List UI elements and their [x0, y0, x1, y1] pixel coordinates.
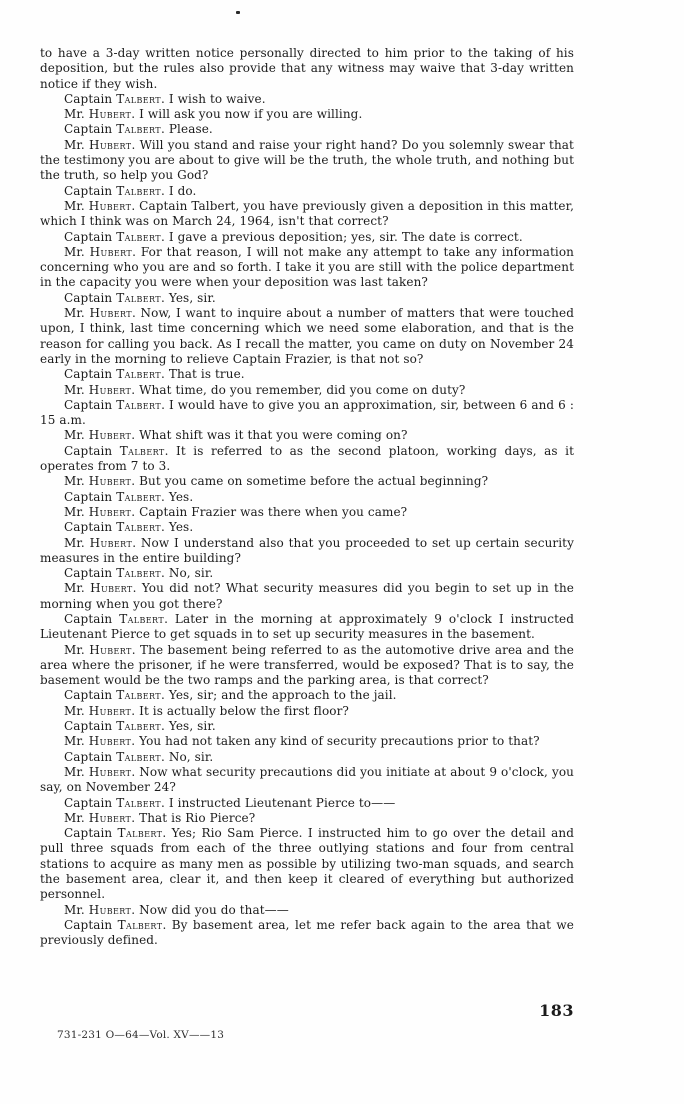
transcript-paragraph: Mr. Hubert. You had not taken any kind of security precautions prior to that?: [64, 734, 540, 749]
speaker-label: Captain Talbert.: [64, 397, 169, 412]
speaker-label: Captain Talbert.: [64, 91, 169, 106]
speaker-name: Hubert: [88, 382, 132, 397]
speaker-label: Captain Talbert.: [64, 795, 169, 810]
speaker-label: Captain Talbert.: [64, 566, 169, 581]
speaker-name: Talbert: [116, 566, 162, 581]
speaker-label: Captain Talbert.: [64, 367, 169, 382]
speaker-name: Talbert: [117, 826, 163, 841]
transcript-paragraph: Mr. Hubert. But you came on sometime before the actual beginning?: [64, 474, 489, 489]
transcript-paragraph: Mr. Hubert. The basement being referred to as the automotive drive area and the area where the prisoner, if he were transferred, would be exposed? That is to say, the basement would be the two ramps and the parking area, is that correct?: [40, 642, 574, 688]
speaker-name: Hubert: [88, 734, 132, 749]
transcript-body: [40, 46, 574, 949]
speaker-name: Talbert: [116, 91, 162, 106]
speaker-name: Hubert: [88, 198, 132, 213]
speaker-name: Hubert: [89, 306, 132, 321]
transcript-paragraph: Mr. Hubert. What time, do you remember, did you come on duty?: [64, 382, 466, 397]
transcript-paragraph: Captain Talbert. Yes; Rio Sam Pierce. I instructed him to go over the detail and pull three squads from each of the three outlying stations and four from central stations to acquire as many men as possible by utilizing two-man squads, and search the basement area, clear it, and then keep it cleared of everything but authorized personnel.: [40, 826, 574, 902]
speaker-label: Mr. Hubert.: [64, 703, 140, 718]
speaker-label: Mr. Hubert.: [64, 198, 140, 213]
transcript-paragraph: Captain Talbert. Please.: [64, 122, 213, 137]
transcript-paragraph: Captain Talbert. I do.: [64, 183, 197, 198]
speaker-name: Hubert: [89, 535, 133, 550]
transcript-paragraph: Captain Talbert. No, sir.: [64, 566, 214, 581]
speaker-name: Talbert: [116, 229, 162, 244]
transcript-paragraph: Mr. Hubert. Will you stand and raise your right hand? Do you solemnly swear that the testimony you are about to give will be the truth, the whole truth, and nothing but the truth, so help you God?: [40, 137, 574, 183]
print-footer-note: 731-231 O—64—Vol. XV——13: [57, 1029, 225, 1041]
speaker-name: Hubert: [88, 810, 132, 825]
transcript-paragraph: Captain Talbert. It is referred to as the second platoon, working days, as it operates from 7 to 3.: [40, 443, 574, 474]
speaker-name: Talbert: [116, 397, 162, 412]
speaker-label: Captain Talbert.: [64, 719, 169, 734]
speaker-name: Talbert: [116, 520, 162, 535]
speaker-label: Mr. Hubert.: [64, 107, 140, 122]
speaker-label: Captain Talbert.: [64, 443, 177, 458]
transcript-paragraph: Captain Talbert. Yes, sir.: [64, 719, 216, 734]
speaker-label: Mr. Hubert.: [64, 810, 140, 825]
speaker-name: Talbert: [116, 719, 162, 734]
speaker-label: Mr. Hubert.: [64, 382, 140, 397]
speaker-label: Mr. Hubert.: [64, 244, 141, 259]
speaker-name: Talbert: [119, 611, 165, 626]
transcript-paragraph: Mr. Hubert. Now I understand also that you proceeded to set up certain security measures in the entire building?: [40, 535, 574, 565]
speaker-name: Hubert: [88, 428, 132, 443]
transcript-paragraph: Mr. Hubert. That is Rio Pierce?: [64, 810, 256, 825]
transcript-paragraph: Captain Talbert. I would have to give you an approximation, sir, between 6 and 6 : 15 a.m.: [40, 397, 574, 428]
speaker-label: Captain Talbert.: [64, 290, 169, 305]
speaker-label: Captain Talbert.: [64, 688, 169, 703]
speaker-label: Captain Talbert.: [64, 611, 175, 626]
transcript-paragraph: Mr. Hubert. Captain Frazier was there when you came?: [64, 504, 408, 519]
speaker-label: Captain Talbert.: [64, 229, 169, 244]
transcript-paragraph: Mr. Hubert. What shift was it that you were coming on?: [64, 428, 408, 443]
speaker-label: Mr. Hubert.: [64, 902, 140, 917]
speaker-name: Talbert: [116, 749, 162, 764]
ink-speck: [236, 11, 240, 14]
speaker-name: Talbert: [116, 795, 162, 810]
speaker-name: Talbert: [116, 489, 162, 504]
speaker-label: Captain Talbert.: [64, 520, 169, 535]
transcript-paragraph: Mr. Hubert. I will ask you now if you are willing.: [64, 107, 363, 122]
speaker-name: Talbert: [116, 290, 162, 305]
transcript-paragraph: Mr. Hubert. Now, I want to inquire about a number of matters that were touched upon, I think, last time concerning which we need some elaboration, and that is the reason for calling you back. As I recall the matter, you came on duty on November 24 early in the morning to relieve Captain Frazier, is that not so?: [40, 306, 574, 366]
speaker-name: Hubert: [89, 642, 132, 657]
speaker-name: Hubert: [88, 504, 132, 519]
speaker-name: Talbert: [119, 443, 165, 458]
speaker-label: Captain Talbert.: [64, 122, 169, 137]
speaker-name: Hubert: [88, 764, 132, 779]
speaker-label: Mr. Hubert.: [64, 137, 140, 152]
speaker-name: Hubert: [90, 581, 133, 596]
transcript-paragraph: Mr. Hubert. Now did you do that——: [64, 902, 289, 917]
speaker-label: Captain Talbert.: [64, 917, 172, 932]
speaker-name: Hubert: [88, 474, 132, 489]
speaker-name: Talbert: [116, 122, 162, 137]
transcript-paragraph: Captain Talbert. That is true.: [64, 367, 245, 382]
transcript-paragraph: Captain Talbert. Yes, sir; and the approach to the jail.: [64, 688, 397, 703]
speaker-label: Captain Talbert.: [64, 489, 169, 504]
speaker-label: Mr. Hubert.: [64, 734, 140, 749]
speaker-label: Mr. Hubert.: [64, 535, 141, 550]
speaker-name: Hubert: [88, 137, 132, 152]
speaker-name: Hubert: [88, 703, 132, 718]
speaker-name: Hubert: [88, 107, 132, 122]
speaker-label: Captain Talbert.: [64, 749, 169, 764]
transcript-paragraph: Captain Talbert. I wish to waive.: [64, 91, 266, 106]
speaker-label: Mr. Hubert.: [64, 504, 140, 519]
transcript-paragraph: Mr. Hubert. It is actually below the first floor?: [64, 703, 349, 718]
transcript-paragraph: Captain Talbert. Yes, sir.: [64, 290, 216, 305]
transcript-paragraph: Mr. Hubert. Now what security precautions did you initiate at about 9 o'clock, you say, on November 24?: [40, 764, 574, 795]
speaker-label: Mr. Hubert.: [64, 581, 142, 596]
speaker-label: Mr. Hubert.: [64, 306, 141, 321]
page-number: 183: [539, 1001, 574, 1020]
transcript-paragraph: Mr. Hubert. You did not? What security measures did you begin to set up in the morning when you got there?: [40, 581, 574, 611]
transcript-paragraph: Captain Talbert. By basement area, let me refer back again to the area that we previously defined.: [40, 917, 574, 948]
transcript-paragraph: Captain Talbert. Yes.: [64, 489, 194, 504]
speaker-label: Mr. Hubert.: [64, 428, 140, 443]
transcript-paragraph: Captain Talbert. Yes.: [64, 520, 194, 535]
speaker-name: Talbert: [117, 917, 163, 932]
transcript-paragraph: to have a 3-day written notice personally directed to him prior to the taking of his deposition, but the rules also provide that any witness may waive that 3-day written notice if they wish.: [40, 46, 574, 91]
speaker-name: Talbert: [116, 688, 162, 703]
speaker-name: Hubert: [88, 902, 132, 917]
transcript-paragraph: Mr. Hubert. Captain Talbert, you have previously given a deposition in this matter, which I think was on March 24, 1964, isn't that correct?: [40, 198, 574, 229]
speaker-label: Mr. Hubert.: [64, 764, 140, 779]
transcript-paragraph: Captain Talbert. I instructed Lieutenant Pierce to——: [64, 795, 396, 810]
transcript-paragraph: Captain Talbert. No, sir.: [64, 749, 214, 764]
speaker-name: Hubert: [89, 244, 133, 259]
speaker-label: Mr. Hubert.: [64, 474, 140, 489]
transcript-paragraph: Captain Talbert. I gave a previous deposition; yes, sir. The date is correct.: [64, 229, 523, 244]
speaker-name: Talbert: [116, 367, 162, 382]
speaker-label: Captain Talbert.: [64, 183, 169, 198]
speaker-name: Talbert: [116, 183, 162, 198]
speaker-label: Mr. Hubert.: [64, 642, 141, 657]
speaker-label: Captain Talbert.: [64, 826, 172, 841]
transcript-paragraph: Mr. Hubert. For that reason, I will not make any attempt to take any information concerning who you are and so forth. I take it you are still with the police department in the capacity you were when your deposition was last taken?: [40, 244, 574, 290]
transcript-paragraph: Captain Talbert. Later in the morning at approximately 9 o'clock I instructed Lieutenant Pierce to get squads in to set up security measures in the basement.: [40, 611, 574, 642]
